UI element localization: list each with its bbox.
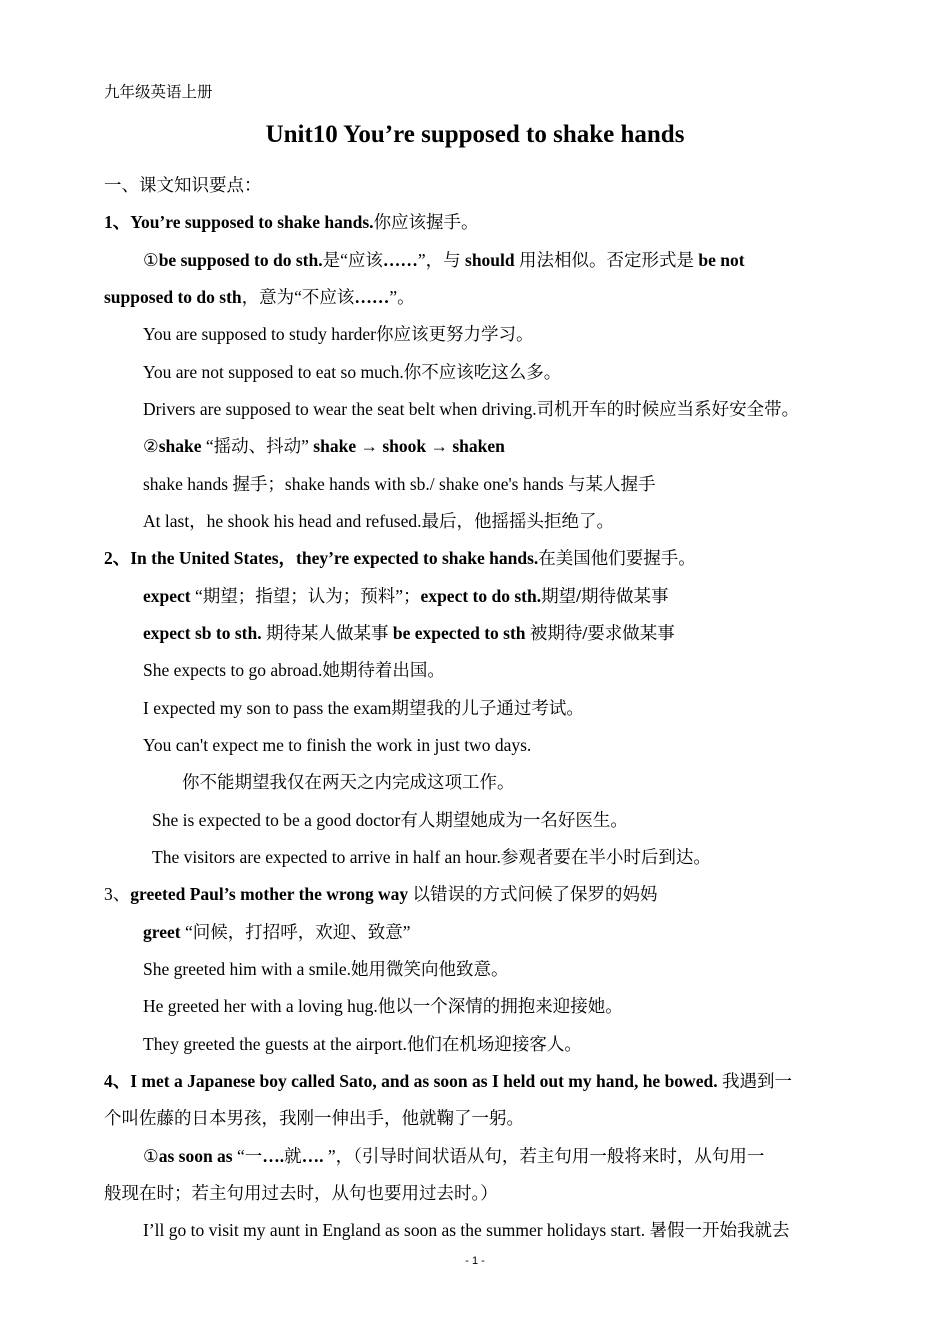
point-3-note [143,921,411,943]
example-sentence: She expects to go abroad.她期待着出国。 [143,660,445,680]
point-4-chinese: 我遇到一 [717,1071,792,1091]
text: 期待做某事 [580,586,669,606]
point-4-note-cont: 般现在时；若主句用过去时，从句也要用过去时。） [104,1183,498,1203]
text: ”。 [389,287,415,307]
text: ”，与 [417,250,466,270]
circle-number-1: ① [143,1146,159,1166]
slash: / [576,586,581,606]
point-4-heading [104,1070,792,1092]
example-sentence: The visitors are expected to arrive in half an hour.参观者要在半小时后到达。 [152,847,711,867]
phrase: expect sb to sth. [143,623,262,643]
text: 是“应该 [322,250,383,270]
example-sentence: He greeted her with a loving hug.他以一个深情的拥抱来迎接她。 [143,996,623,1016]
phrase: should [465,250,515,270]
example-sentence: shake hands 握手；shake hands with sb./ shake one's hands 与某人握手 [143,474,656,494]
example-sentence: You are supposed to study harder你应该更努力学习。 [143,324,534,344]
example-sentence: Drivers are supposed to wear the seat belt when driving.司机开车的时候应当系好安全带。 [143,399,800,419]
phrase: be supposed to do sth. [158,250,323,270]
document-header: 九年级英语上册 [104,84,213,101]
example-sentence: I expected my son to pass the exam期望我的儿子通过考试。 [143,698,584,718]
point-2-note-b [143,622,675,644]
point-2-note-a [143,585,668,607]
text: 期待某人做某事 [261,623,393,643]
point-1-note-a [143,249,745,271]
page-number: - 1 - [465,1255,485,1267]
slash: / [582,623,588,643]
example-sentence: I’ll go to visit my aunt in England as soon as the summer holidays start. 暑假一开始我就去 [143,1220,790,1240]
point-1-chinese: 你应该握手。 [373,212,479,232]
point-2-chinese: 在美国他们要握手。 [538,548,696,568]
point-3-heading [104,883,657,905]
ellipsis: …… [354,287,390,307]
point-1-english: You’re supposed to shake hands. [130,212,374,232]
text: ”，（引导时间状语从句，若主句用一般将来时，从句用一 [323,1146,765,1166]
phrase: shake [158,436,202,456]
point-2-heading [104,547,696,569]
point-2-number: 2、 [104,548,131,568]
text: 就 [284,1146,302,1166]
text: 用法相似。否定形式是 [514,250,699,270]
text: “问候，打招呼，欢迎、致意” [180,922,411,942]
point-3-number: 3、 [104,884,131,904]
text: “摇动、抖动” [201,436,314,456]
example-sentence: She is expected to be a good doctor有人期望她成为一名好医生。 [152,810,628,830]
example-sentence: She greeted him with a smile.她用微笑向他致意。 [143,959,509,979]
phrase: greet [143,922,181,942]
phrase: expect [143,586,191,606]
point-1-note-a-cont [104,286,415,308]
page-title: Unit10 You’re supposed to shake hands [265,121,685,148]
section-heading: 一、课文知识要点： [104,175,262,195]
example-translation: 你不能期望我仅在两天之内完成这项工作。 [182,772,515,792]
phrase: supposed to do sth [104,287,242,307]
point-1-heading [104,211,479,233]
point-3-english: greeted Paul’s mother the wrong way [130,884,409,904]
point-4-heading-cont: 个叫佐藤的日本男孩，我刚一伸出手，他就鞠了一躬。 [104,1108,524,1128]
phrase: be not [698,250,745,270]
dots: …. [262,1146,285,1166]
text: 要求做某事 [587,623,675,643]
point-3-chinese: 以错误的方式问候了保罗的妈妈 [408,884,658,904]
text: 被期待 [525,623,583,643]
verb-forms: shake → shook → shaken [313,436,505,456]
text: 期望 [541,586,577,606]
dots: …. [301,1146,324,1166]
example-sentence: At last，he shook his head and refused.最后，他摇摇头拒绝了。 [143,511,614,531]
point-4-english: 4、I met a Japanese boy called Sato, and as soon as I held out my hand, he bowed. [104,1071,718,1091]
circle-number-1: ① [143,250,159,270]
text: ，意为“不应该 [241,287,355,307]
circle-number-2: ② [143,436,159,456]
example-sentence: They greeted the guests at the airport.他们在机场迎接客人。 [143,1034,582,1054]
text: “期望；指望；认为；预料”； [190,586,421,606]
example-sentence: You are not supposed to eat so much.你不应该吃这么多。 [143,362,562,382]
example-sentence: You can't expect me to finish the work in just two days. [143,735,532,755]
phrase: expect to do sth. [420,586,542,606]
phrase: be expected to sth [392,623,526,643]
point-1-number: 1、 [104,212,131,232]
ellipsis: …… [382,250,418,270]
text: “一 [232,1146,263,1166]
point-2-english: In the United States，they’re expected to shake hands. [130,548,539,568]
point-4-note [143,1145,764,1167]
phrase: as soon as [158,1146,233,1166]
point-1-note-b [143,435,505,457]
